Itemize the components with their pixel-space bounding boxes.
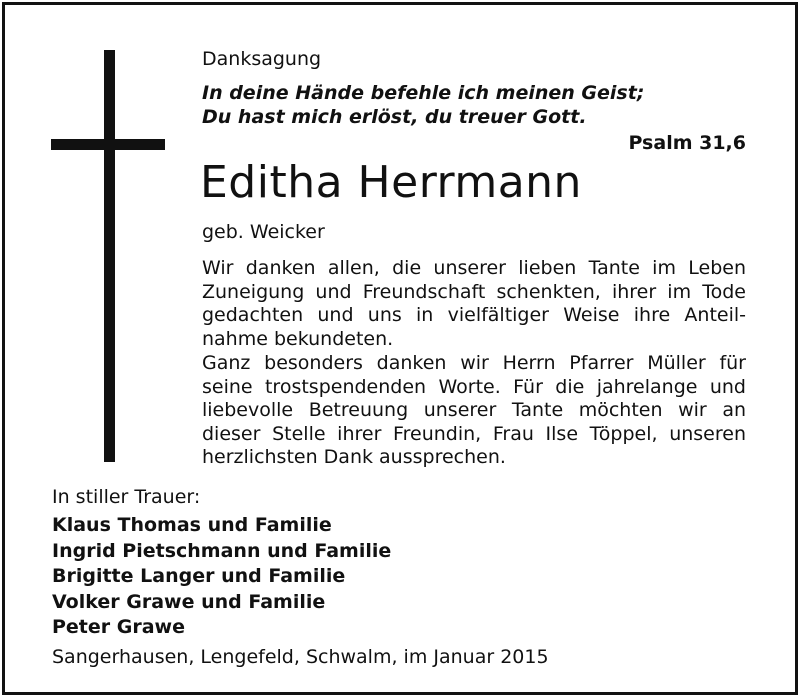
paragraph-line: Zuneigung und Freundschaft schenkten, ihrer im Tode xyxy=(202,280,746,303)
paragraph-line: dieser Stelle ihrer Freundin, Frau Ilse Töppel, unseren xyxy=(202,422,746,445)
verse-source: Psalm 31,6 xyxy=(628,132,746,154)
mourner-entry: Volker Grawe und Familie xyxy=(52,590,326,613)
verse-line-1: In deine Hände befehle ich meinen Geist; xyxy=(202,82,645,104)
mourner-entry: Ingrid Pietschmann und Familie xyxy=(52,539,392,562)
mourners-list xyxy=(52,513,391,641)
paragraph-line: seine trostspendenden Worte. Für die jahrelange und xyxy=(202,375,746,398)
mourner-entry: Peter Grawe xyxy=(52,616,185,638)
paragraph-line: herzlichsten Dank aussprechen. xyxy=(202,446,506,469)
cross-icon-bar xyxy=(51,139,165,150)
mourning-label: In stiller Trauer: xyxy=(52,486,201,508)
deceased-name: Editha Herrmann xyxy=(200,157,582,208)
paragraph-line: Wir danken allen, die unserer lieben Tante im Leben xyxy=(202,257,746,279)
thanks-paragraph-2 xyxy=(202,352,746,470)
place-date: Sangerhausen, Lengefeld, Schwalm, im Januar 2015 xyxy=(52,646,549,668)
paragraph-line: liebevolle Betreuung unserer Tante möchten wir an xyxy=(202,399,746,422)
paragraph-line: nahme bekundeten. xyxy=(202,327,394,350)
paragraph-line: gedachten und uns in vielfältiger Weise ihre Anteil- xyxy=(202,304,746,327)
mourner-entry: Brigitte Langer und Familie xyxy=(52,565,346,587)
paragraph-line: Ganz besonders danken wir Herrn Pfarrer Müller für xyxy=(202,352,746,374)
verse-line-2: Du hast mich erlöst, du treuer Gott. xyxy=(202,106,587,128)
birth-name: geb. Weicker xyxy=(202,221,325,243)
thanks-paragraph-1 xyxy=(202,257,746,351)
cross-icon xyxy=(104,50,115,462)
mourner-entry: Klaus Thomas und Familie xyxy=(52,514,332,536)
notice-heading: Danksagung xyxy=(202,48,322,70)
